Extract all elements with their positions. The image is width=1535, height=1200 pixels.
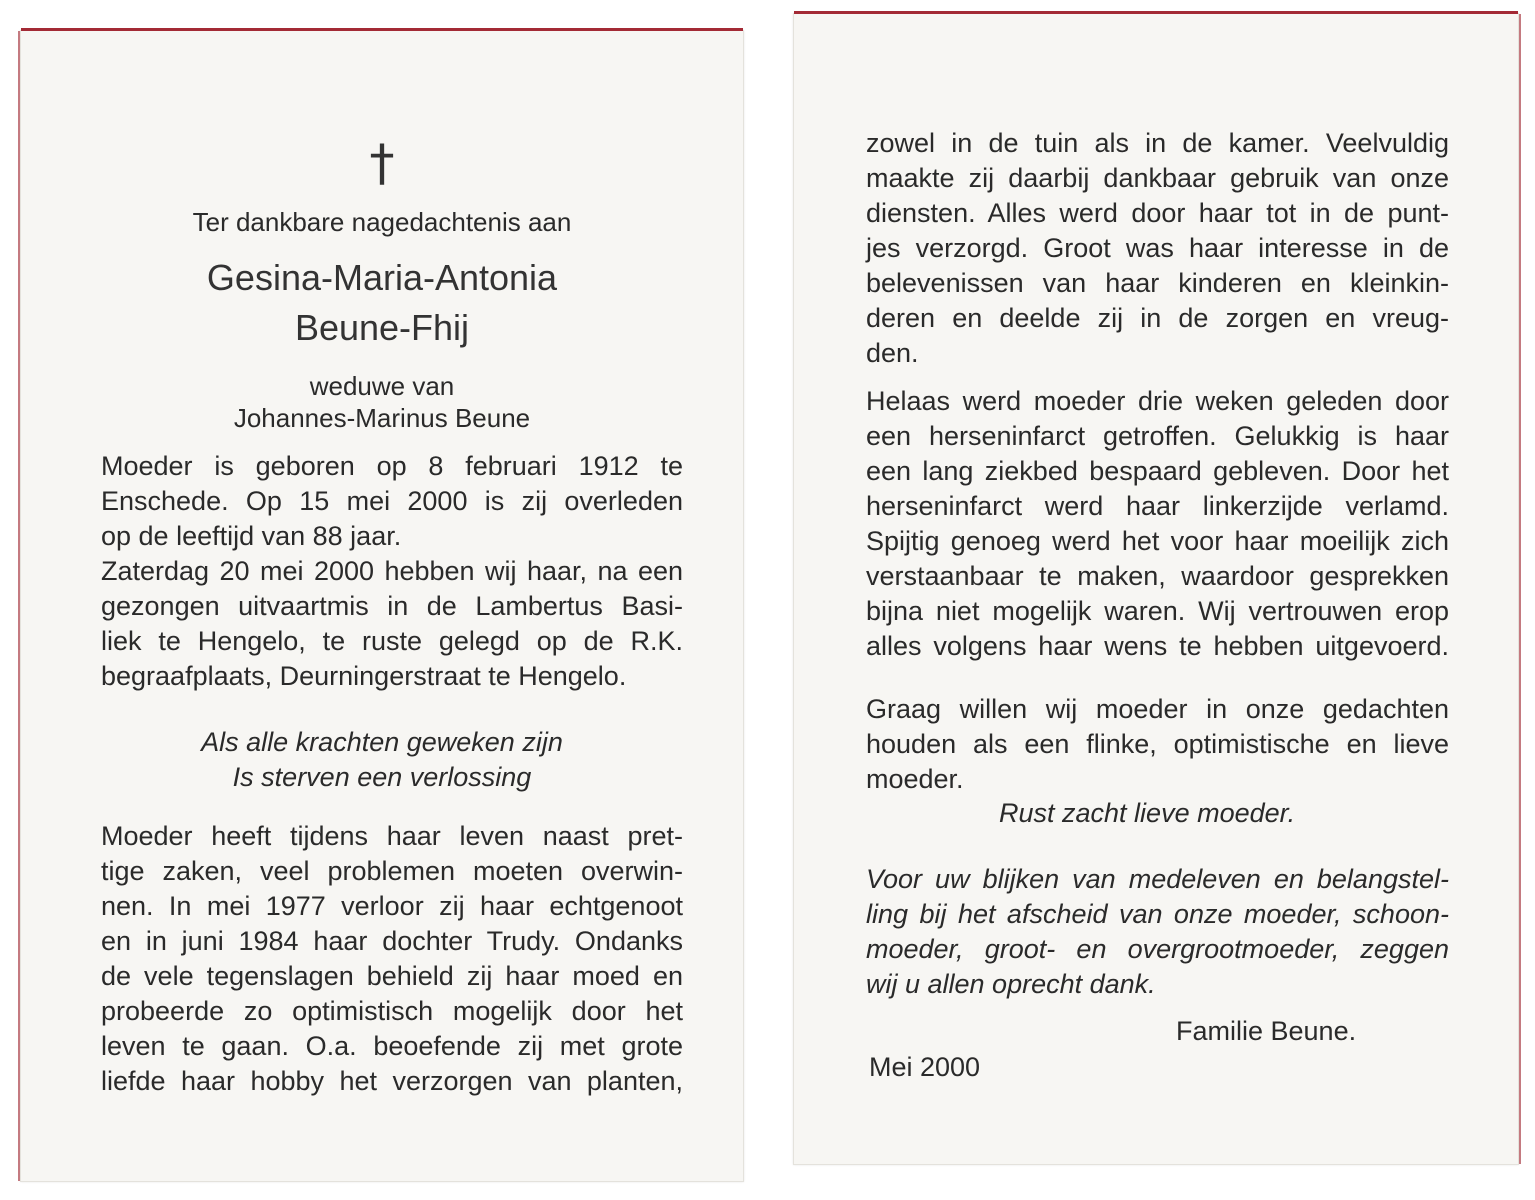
text-line: Voor uw blijken van medeleven en belangstel- [866, 864, 1449, 894]
text-line: leven te gaan. O.a. beoefende zij met grote [101, 1031, 683, 1061]
spouse-name: Johannes-Marinus Beune [233, 403, 531, 433]
deceased-name-line1: Gesina-Maria-Antonia [206, 257, 558, 298]
text-line: begraafplaats, Deurningerstraat te Hengelo. [101, 661, 627, 691]
text-line: herseninfarct werd haar linkerzijde verlamd. [866, 491, 1449, 521]
quote-line: Als alle krachten geweken zijn [201, 727, 563, 757]
thanks-paragraph [866, 862, 1449, 1002]
text-line: alles volgens haar wens te hebben uitgevoerd. [866, 631, 1449, 661]
text-line: Moeder is geboren op 8 februari 1912 te [101, 451, 683, 481]
text-line: belevenissen van haar kinderen en kleinkin- [866, 268, 1449, 298]
text-line: moeder. [866, 764, 964, 794]
text-line: Moeder heeft tijdens haar leven naast pret- [101, 821, 683, 851]
deceased-name-line2: Beune-Fhij [294, 307, 470, 348]
text-line: houden als een flinke, optimistische en lieve [866, 729, 1449, 759]
text-line: Helaas werd moeder drie weken geleden door [866, 386, 1449, 416]
cross-icon: † [369, 134, 395, 192]
text-line: en in juni 1984 haar dochter Trudy. Ondanks [101, 926, 683, 956]
text-line: Zaterdag 20 mei 2000 hebben wij haar, na een [101, 556, 683, 586]
left-card [20, 30, 744, 1182]
rest-in-peace-line: Rust zacht lieve moeder. [999, 798, 1296, 828]
text-line: een herseninfarct getroffen. Gelukkig is haar [866, 421, 1449, 451]
card-top-edge [21, 28, 743, 31]
text-line: diensten. Alles werd door haar tot in de punt- [866, 198, 1449, 228]
text-line: den. [866, 338, 919, 368]
text-line: Enschede. Op 15 mei 2000 is zij overleden [101, 486, 683, 516]
remembrance-paragraph [866, 692, 1449, 797]
text-line: de vele tegenslagen behield zij haar moed en [101, 961, 683, 991]
text-line: op de leeftijd van 88 jaar. [101, 521, 402, 551]
birth-paragraph [101, 449, 683, 694]
poem-quote [21, 725, 743, 795]
quote-line: Is sterven een verlossing [232, 762, 532, 792]
right-card [793, 13, 1519, 1165]
text-line: Spijtig genoeg werd het voor haar moeilijk zich [866, 526, 1449, 556]
text-line: bijna niet mogelijk waren. Wij vertrouwen erop [866, 596, 1449, 626]
text-line: deren en deelde zij in de zorgen en vreug- [866, 303, 1449, 333]
illness-paragraph [866, 384, 1449, 664]
text-line: ling bij het afscheid van onze moeder, schoon- [866, 899, 1449, 929]
text-line: gezongen uitvaartmis in de Lambertus Basi- [101, 591, 683, 621]
text-line: nen. In mei 1977 verloor zij haar echtgenoot [101, 891, 683, 921]
text-line: wij u allen oprecht dank. [866, 969, 1156, 999]
text-line: tige zaken, veel problemen moeten overwin- [101, 856, 683, 886]
text-line: zowel in de tuin als in de kamer. Veelvuldig [866, 128, 1449, 158]
text-line: Graag willen wij moeder in onze gedachten [866, 694, 1449, 724]
text-line: jes verzorgd. Groot was haar interesse in de [866, 233, 1449, 263]
card-date: Mei 2000 [869, 1052, 981, 1082]
card-top-edge [794, 11, 1518, 14]
card-side-edge [18, 31, 20, 1181]
intro-text: Ter dankbare nagedachtenis aan [192, 207, 572, 237]
text-line: maakte zij daarbij dankbaar gebruik van onze [866, 163, 1449, 193]
life-paragraph [101, 819, 683, 1099]
text-line: verstaanbaar te maken, waardoor gesprekken [866, 561, 1449, 591]
widow-of-label: weduwe van [309, 371, 455, 401]
family-signature: Familie Beune. [1176, 1016, 1357, 1046]
card-side-edge [1519, 14, 1521, 1164]
text-line: probeerde zo optimistisch mogelijk door het [101, 996, 683, 1026]
text-line: een lang ziekbed bespaard gebleven. Door het [866, 456, 1449, 486]
text-line: moeder, groot- en overgrootmoeder, zeggen [866, 934, 1449, 964]
hobby-paragraph [866, 126, 1449, 371]
text-line: liefde haar hobby het verzorgen van planten, [101, 1066, 683, 1096]
text-line: liek te Hengelo, te ruste gelegd op de R.K. [101, 626, 683, 656]
